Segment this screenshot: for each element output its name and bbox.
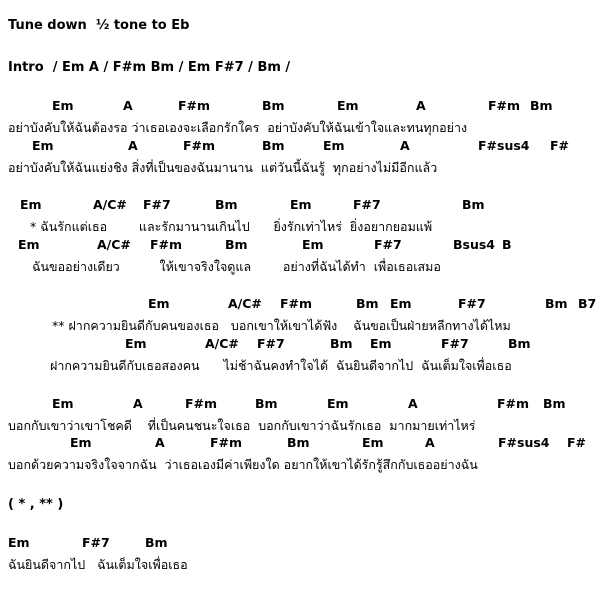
chord: Em bbox=[32, 138, 54, 153]
verse2-line1-lyric: บอกกับเขาว่าเขาโชคดี ที่เป็นคนชนะใจเธอ บอกกับเขาว่าฉันรักเธอ มากมายเท่าไหร่ bbox=[8, 418, 476, 433]
chorus1-line2-chords bbox=[0, 237, 600, 257]
outro-line1-chords bbox=[0, 535, 600, 555]
chord: Em bbox=[8, 535, 30, 550]
chord: Em bbox=[18, 237, 40, 252]
chord: A/C# bbox=[97, 237, 131, 252]
chorus1-line2-lyric: ฉันขออย่างเดียว ให้เขาจริงใจดูแล อย่างที่ฉันได้ทำ เพื่อเธอเสมอ bbox=[32, 259, 441, 274]
chord: A/C# bbox=[228, 296, 262, 311]
chord: F#m bbox=[183, 138, 216, 153]
chord: F#sus4 bbox=[498, 435, 550, 450]
chord: A bbox=[155, 435, 165, 450]
chord: Bm bbox=[145, 535, 168, 550]
chord: F#m bbox=[185, 396, 218, 411]
chord: B7 bbox=[578, 296, 597, 311]
chord: A bbox=[123, 98, 133, 113]
verse1-line1-lyric: อย่าบังคับให้ฉันต้องรอ ว่าเธอเองจะเลือกรักใคร อย่าบังคับให้ฉันเข้าใจและทนทุกอย่าง bbox=[8, 120, 468, 135]
chord: Bm bbox=[330, 336, 353, 351]
chord: B bbox=[502, 237, 512, 252]
chord: Em bbox=[290, 197, 312, 212]
chord: Bsus4 bbox=[453, 237, 496, 252]
chord: Bm bbox=[356, 296, 379, 311]
chord: F#7 bbox=[441, 336, 469, 351]
chord: F#m bbox=[150, 237, 183, 252]
chord: F#m bbox=[178, 98, 211, 113]
chord: F#m bbox=[210, 435, 243, 450]
chord: Em bbox=[52, 98, 74, 113]
verse2-line1-chords bbox=[0, 396, 600, 416]
repeat-marker: ( * , ** ) bbox=[8, 497, 64, 512]
verse1-line1-chords bbox=[0, 98, 600, 118]
chord: Em bbox=[148, 296, 170, 311]
chord: Bm bbox=[462, 197, 485, 212]
chorus2-line1-chords bbox=[0, 296, 600, 316]
chord: Bm bbox=[225, 237, 248, 252]
verse2-line2-chords bbox=[0, 435, 600, 455]
chord: Bm bbox=[530, 98, 553, 113]
chord: Em bbox=[70, 435, 92, 450]
verse1-line2-lyric: อย่าบังคับให้ฉันแย่งชิง สิ่งที่เป็นของฉันมานาน แต่วันนี้ฉันรู้ ทุกอย่างไม่มีอีกแล้ว bbox=[8, 160, 438, 175]
chorus2-line2-lyric: ฝากความยินดีกับเธอสองคน ไม่ช้าฉันคงทำใจได้ ฉันยินดีจากไป ฉันเต็มใจเพื่อเธอ bbox=[50, 358, 512, 373]
chord: Em bbox=[302, 237, 324, 252]
chord: Bm bbox=[545, 296, 568, 311]
chord: Em bbox=[323, 138, 345, 153]
chord: A bbox=[128, 138, 138, 153]
chord: Em bbox=[370, 336, 392, 351]
chorus2-line1-lyric: ** ฝากความยินดีกับคนของเธอ บอกเขาให้เขาได้ฟัง ฉันขอเป็นฝ่ายหลีกทางได้ไหม bbox=[52, 318, 511, 333]
verse1-line2-chords bbox=[0, 138, 600, 158]
chord: Bm bbox=[262, 138, 285, 153]
chorus2-line2-chords bbox=[0, 336, 600, 356]
chord: Bm bbox=[262, 98, 285, 113]
chord: Em bbox=[362, 435, 384, 450]
chord: F#m bbox=[488, 98, 521, 113]
outro-line1-lyric: ฉันยินดีจากไป ฉันเต็มใจเพื่อเธอ bbox=[8, 557, 188, 572]
chord: Bm bbox=[255, 396, 278, 411]
verse2-line2-lyric: บอกด้วยความจริงใจจากฉัน ว่าเธอเองมีค่าเพียงใด อยากให้เขาได้รักรู้สึกกับเธออย่างฉัน bbox=[8, 457, 478, 472]
chord: A/C# bbox=[93, 197, 127, 212]
chord: F#7 bbox=[257, 336, 285, 351]
chord: F#sus4 bbox=[478, 138, 530, 153]
chord: F# bbox=[550, 138, 570, 153]
chord: A/C# bbox=[205, 336, 239, 351]
chord: A bbox=[133, 396, 143, 411]
chorus1-line1-lyric: * ฉันรักแต่เธอ และรักมานานเกินไป ยิ่งรักเท่าไหร่ ยิ่งอยากยอมแพ้ bbox=[30, 219, 433, 234]
chord: Bm bbox=[508, 336, 531, 351]
chord: A bbox=[400, 138, 410, 153]
tuning-note: Tune down ½ tone to Eb bbox=[8, 18, 190, 33]
chord: F#7 bbox=[353, 197, 381, 212]
chord: Em bbox=[327, 396, 349, 411]
chord: F#7 bbox=[143, 197, 171, 212]
chord: Em bbox=[390, 296, 412, 311]
chord: A bbox=[408, 396, 418, 411]
chord: A bbox=[425, 435, 435, 450]
chord: F#7 bbox=[374, 237, 402, 252]
chord: Bm bbox=[287, 435, 310, 450]
chord: A bbox=[416, 98, 426, 113]
chord: Bm bbox=[215, 197, 238, 212]
chord: Em bbox=[337, 98, 359, 113]
chord: F#m bbox=[280, 296, 313, 311]
chord: Em bbox=[20, 197, 42, 212]
chord: Em bbox=[52, 396, 74, 411]
chord: F#m bbox=[497, 396, 530, 411]
chord: F#7 bbox=[82, 535, 110, 550]
intro-progression: Intro / Em A / F#m Bm / Em F#7 / Bm / bbox=[8, 60, 291, 75]
chorus1-line1-chords bbox=[0, 197, 600, 217]
chord: F#7 bbox=[458, 296, 486, 311]
chord: F# bbox=[567, 435, 587, 450]
chord: Bm bbox=[543, 396, 566, 411]
chord: Em bbox=[125, 336, 147, 351]
